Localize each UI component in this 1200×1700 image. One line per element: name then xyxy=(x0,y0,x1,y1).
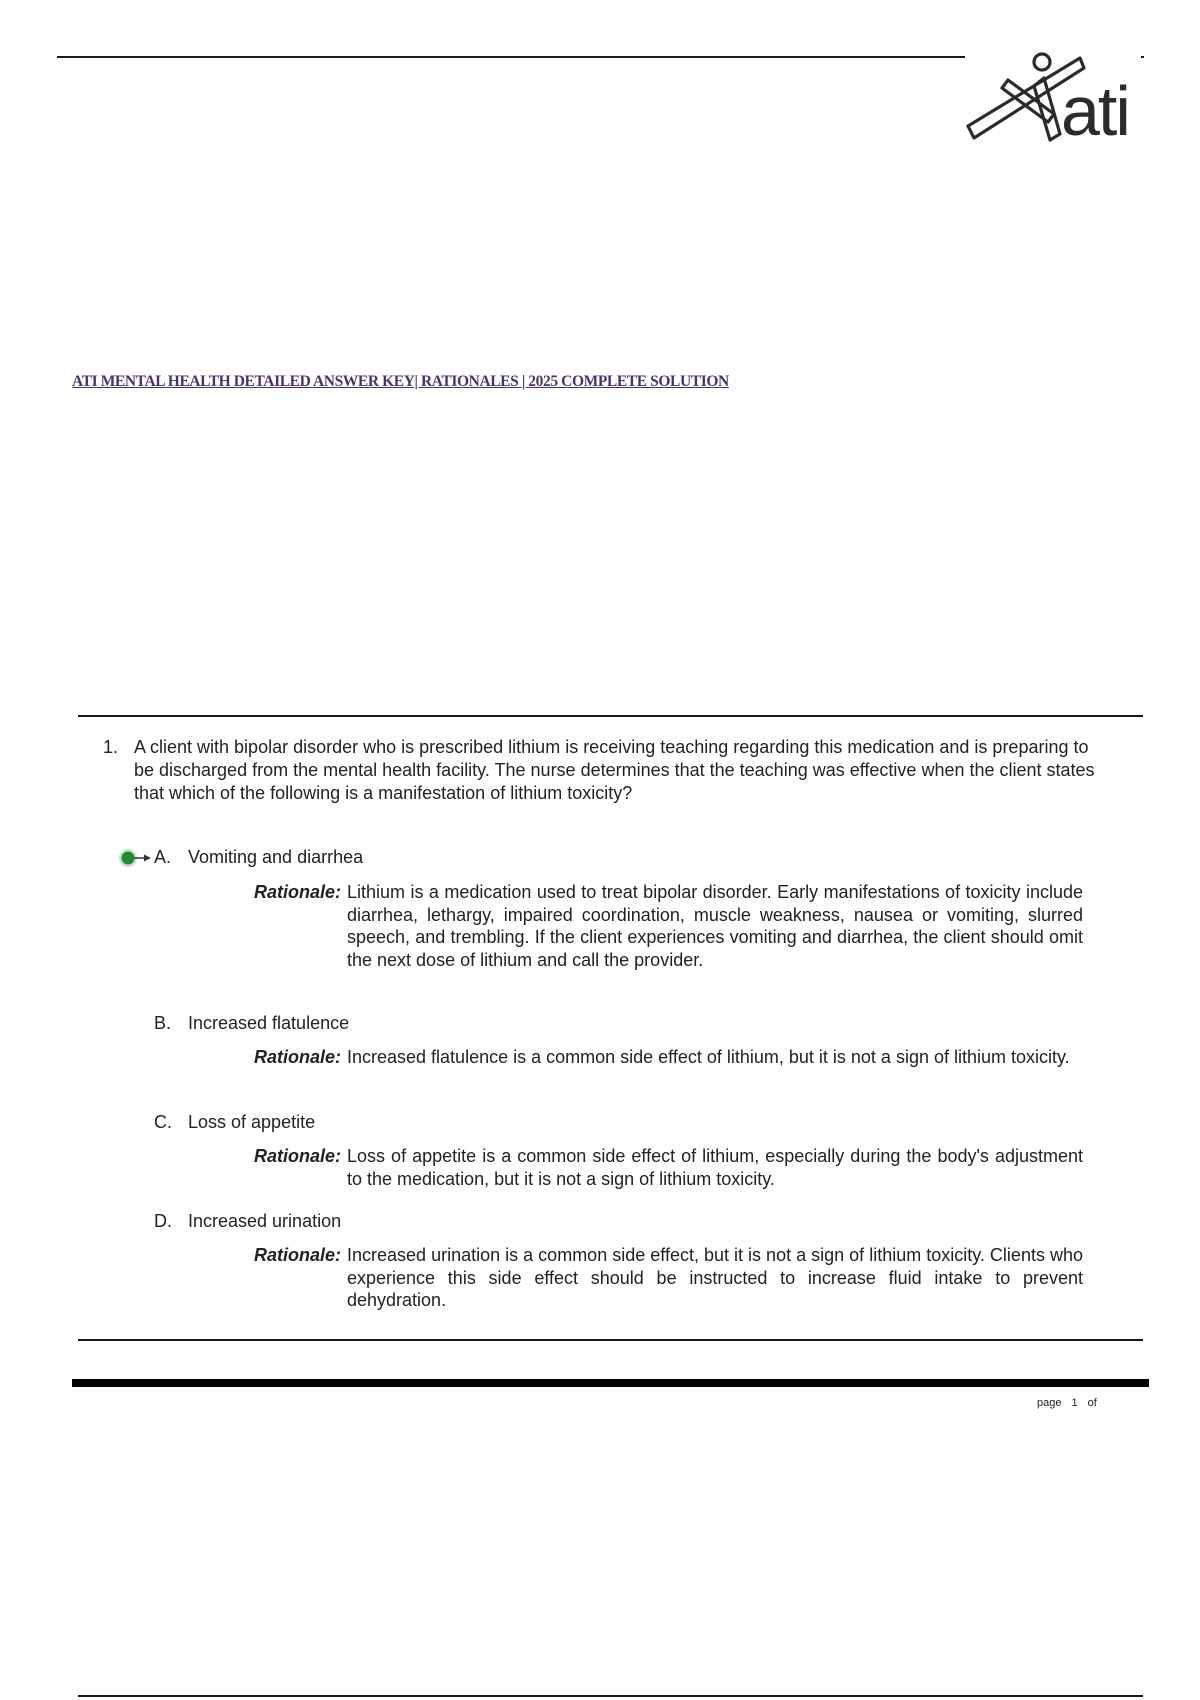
rationale-label: Rationale: xyxy=(253,882,341,902)
of-label: of xyxy=(1087,1397,1097,1409)
option-text: Increased urination xyxy=(188,1211,342,1231)
page-bottom-thick-rule xyxy=(72,1379,1149,1387)
question-top-rule xyxy=(78,715,1143,717)
page-label: page xyxy=(1037,1397,1062,1409)
option-letter: B. xyxy=(154,1013,172,1033)
header-rule xyxy=(57,56,965,58)
option-b[interactable] xyxy=(154,1012,1054,1034)
rationale-label: Rationale: xyxy=(253,1047,341,1067)
option-text: Vomiting and diarrhea xyxy=(188,847,364,867)
option-letter: D. xyxy=(154,1211,172,1231)
option-c[interactable] xyxy=(154,1111,1054,1133)
rationale-text: Increased urination is a common side effect, but it is not a sign of lithium toxicity. Clients who experience this side effect should be instructed to increase fluid intake to prevent dehydration. xyxy=(347,1245,1083,1310)
rationale-label: Rationale: xyxy=(253,1245,341,1265)
document-title: ATI MENTAL HEALTH DETAILED ANSWER KEY| RATIONALES | 2025 COMPLETE SOLUTION xyxy=(72,373,729,390)
page-number: 1 xyxy=(1071,1397,1078,1409)
logo-text: ati xyxy=(1061,72,1129,150)
option-letter: A. xyxy=(154,847,172,867)
rationale-label: Rationale: xyxy=(253,1146,341,1166)
rationale-text: Increased flatulence is a common side effect of lithium, but it is not a sign of lithium toxicity. xyxy=(347,1047,1070,1067)
question-text: A client with bipolar disorder who is prescribed lithium is receiving teaching regarding this medication and is preparing to be discharged from the mental health facility. The nurse determines that the teaching was effective when the client states that which of the following is a manifestation of lithium toxicity? xyxy=(134,737,1095,803)
footer-rule xyxy=(78,1695,1143,1697)
option-a[interactable] xyxy=(154,846,1054,868)
ati-logo xyxy=(962,48,1146,158)
page-number-footer xyxy=(1037,1397,1107,1409)
option-text: Increased flatulence xyxy=(188,1013,350,1033)
rationale-text: Lithium is a medication used to treat bipolar disorder. Early manifestations of toxicity include diarrhea, lethargy, impaired coordination, muscle weakness, nausea or vomiting, slurred speech, and trembling. If the client experiences vomiting and diarrhea, the client should omit the next dose of lithium and call the provider. xyxy=(347,882,1083,970)
option-text: Loss of appetite xyxy=(188,1112,316,1132)
correct-answer-marker-icon xyxy=(118,848,154,868)
question-number: 1. xyxy=(103,737,119,757)
rationale-text: Loss of appetite is a common side effect of lithium, especially during the body's adjustment to the medication, but it is not a sign of lithium toxicity. xyxy=(347,1146,1083,1189)
question-bottom-rule xyxy=(78,1339,1143,1341)
option-letter: C. xyxy=(154,1112,172,1132)
option-d[interactable] xyxy=(154,1210,1054,1232)
